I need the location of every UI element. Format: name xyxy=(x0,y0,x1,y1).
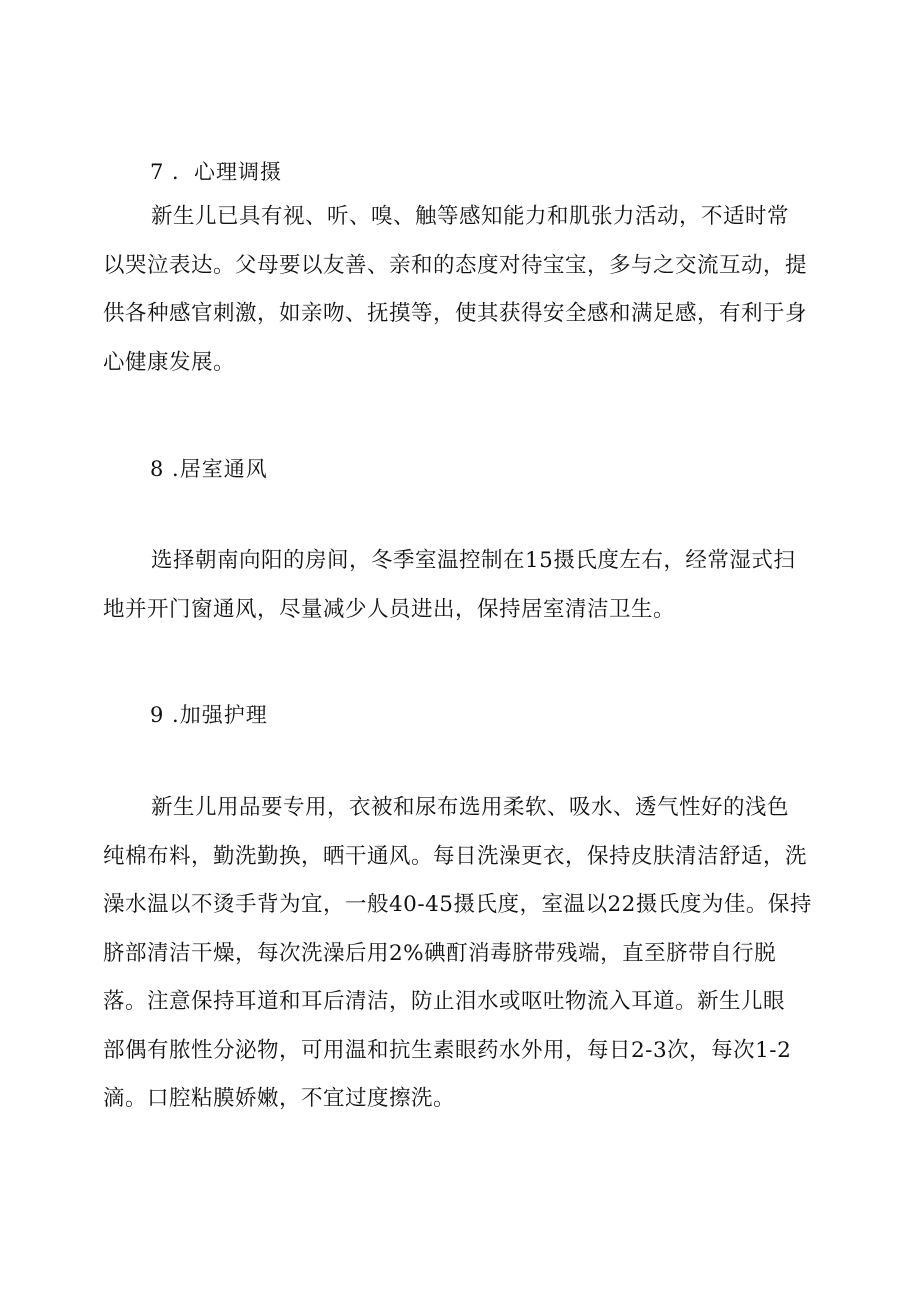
paragraph-line: 澡水温以不烫手背为宜，一般40-45摄氏度，室温以22摄氏度为佳。保持 xyxy=(103,892,812,917)
paragraph-line: 选择朝南向阳的房间，冬季室温控制在15摄氏度左右，经常湿式扫 xyxy=(151,548,796,573)
section-paragraph-8 xyxy=(103,537,823,634)
paragraph-line: 新生儿用品要专用，衣被和尿布选用柔软、吸水、透气性好的浅色 xyxy=(151,795,790,820)
section-heading-9: 9 .加强护理 xyxy=(150,703,268,727)
paragraph-line: 以哭泣表达。父母要以友善、亲和的态度对待宝宝，多与之交流互动，提 xyxy=(103,252,808,278)
paragraph-line: 新生儿已具有视、听、嗅、触等感知能力和肌张力活动，不适时常 xyxy=(151,204,790,229)
section-paragraph-7 xyxy=(103,193,823,387)
paragraph-line: 地并开门窗通风，尽量减少人员进出，保持居室清洁卫生。 xyxy=(103,596,676,622)
paragraph-line: 供各种感官刺激，如亲吻、抚摸等，使其获得安全感和满足感，有利于身 xyxy=(103,301,808,326)
paragraph-line: 脐部清洁干燥，每次洗澡后用2%碘酊消毒脐带残端，直至脐带自行脱 xyxy=(103,940,777,966)
section-paragraph-9 xyxy=(103,784,823,1124)
paragraph-line: 落。注意保持耳道和耳后清洁，防止泪水或呕吐物流入耳道。新生儿眼 xyxy=(103,989,786,1014)
section-heading-7: 7 ．心理调摄 xyxy=(150,160,283,184)
paragraph-line: 心健康发展。 xyxy=(103,349,236,375)
paragraph-line: 部偶有脓性分泌物，可用温和抗生素眼药水外用，每日2-3次，每次1-2 xyxy=(103,1037,792,1063)
paragraph-line: 滴。口腔粘膜娇嫩，不宜过度擦洗。 xyxy=(103,1086,456,1111)
paragraph-line: 纯棉布料，勤洗勤换，晒干通风。每日洗澡更衣，保持皮肤清洁舒适，洗 xyxy=(103,843,808,869)
section-heading-8: 8 .居室通风 xyxy=(150,457,268,481)
